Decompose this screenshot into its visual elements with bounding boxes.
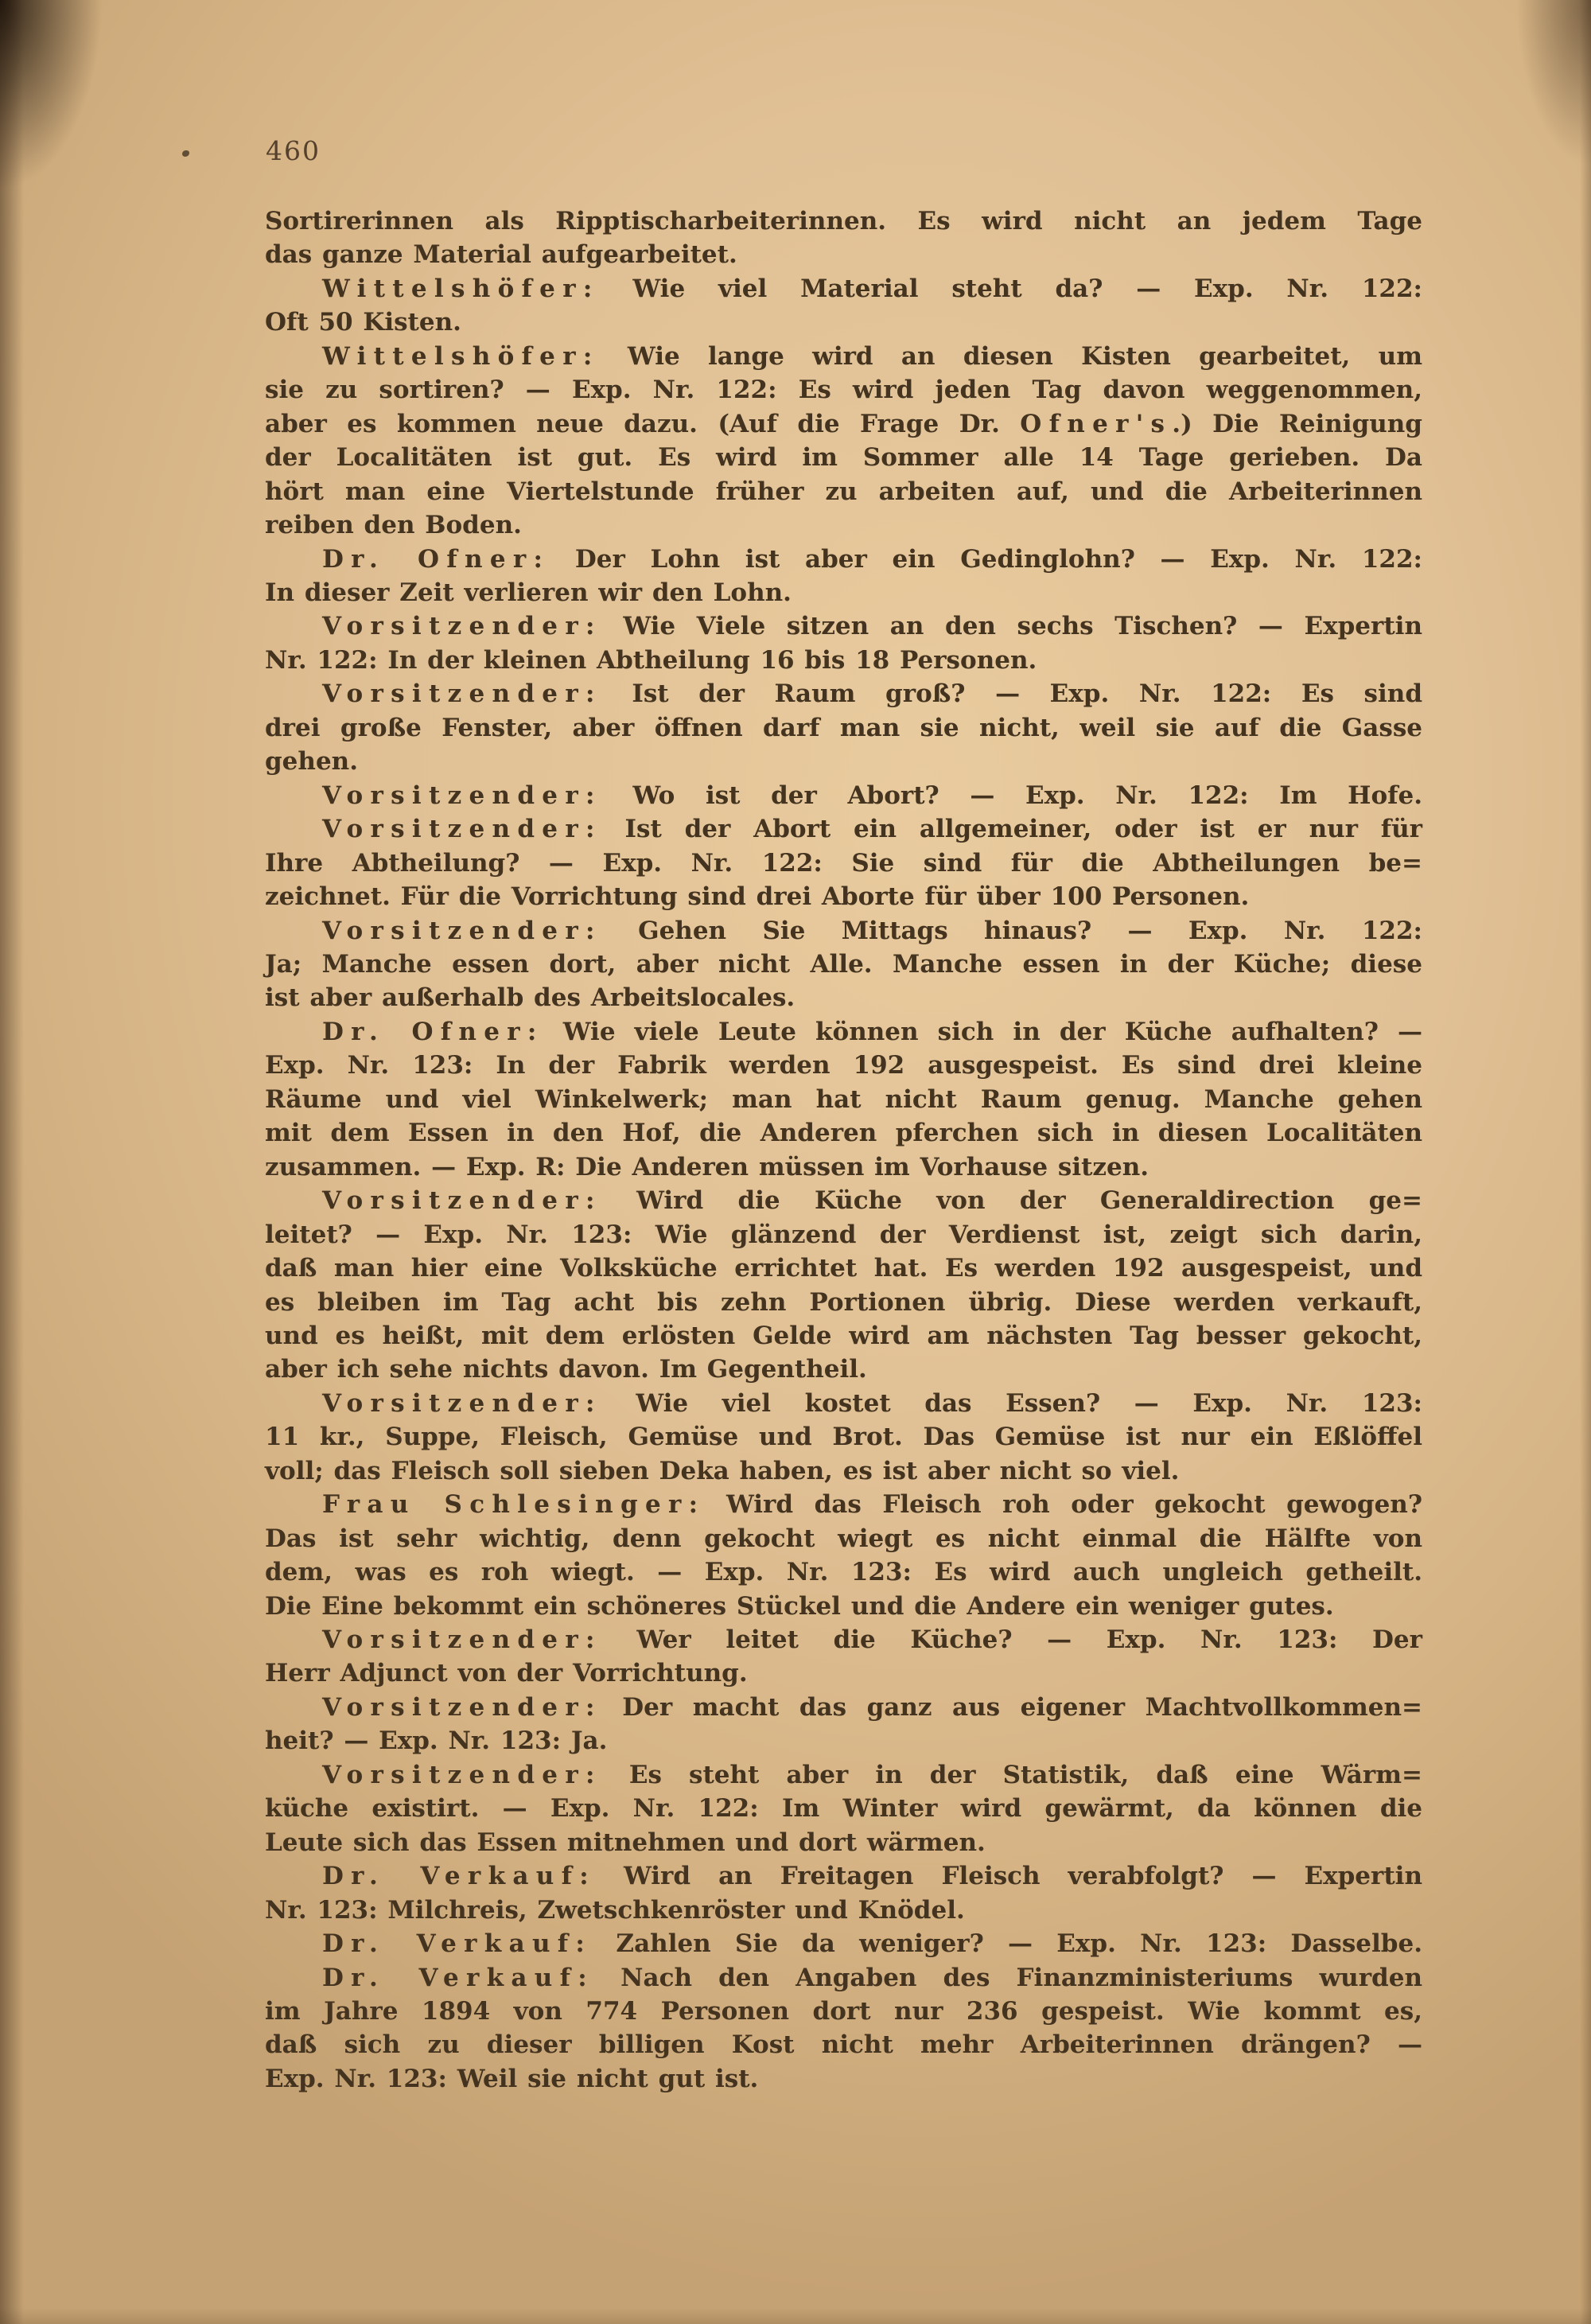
text-line <box>265 1522 1422 1555</box>
text-line <box>265 1961 1422 1995</box>
text-line <box>265 1859 1422 1893</box>
text-line <box>265 407 1422 441</box>
text-segment: Wie Viele sitzen an den sechs Tischen? — Expertin <box>601 612 1422 641</box>
text-line <box>265 779 1422 812</box>
text-line <box>265 644 1422 677</box>
text-segment: Herr Adjunct von der Vorrichtung. <box>265 1659 748 1688</box>
text-segment: zusammen. — Exp. R: Die Anderen müssen im Vorhause sitzen. <box>265 1152 1149 1181</box>
text-segment: Ja; Manche essen dort, aber nicht Alle. Manche essen in der Küche; diese <box>265 949 1422 979</box>
scan-edge-bottom <box>0 2308 1591 2324</box>
text-segment: voll; das Fleisch soll sieben Deka haben, es ist aber nicht so viel. <box>265 1456 1180 1485</box>
text-segment: drei große Fenster, aber öffnen darf man sie nicht, weil sie auf die Gasse <box>265 713 1422 742</box>
text-line <box>265 1826 1422 1859</box>
text-segment: Wie viel kostet das Essen? — Exp. Nr. 123: <box>601 1388 1422 1418</box>
text-segment: im Jahre 1894 von 774 Personen dort nur 236 gespeist. Wie kommt es, <box>265 1997 1422 2026</box>
text-segment: Wie viele Leute können sich in der Küche aufhalten? — <box>543 1017 1422 1046</box>
text-line <box>265 1387 1422 1420</box>
text-segment: Ist der Raum groß? — Exp. Nr. 122: Es sind <box>601 679 1422 709</box>
text-segment: Es steht aber in der Statistik, daß eine Wärm= <box>601 1760 1422 1789</box>
text-line <box>265 711 1422 745</box>
text-segment: Nach den Angaben des Finanzministeriums wurden <box>594 1963 1422 1992</box>
text-line <box>265 1083 1422 1116</box>
text-line <box>265 1420 1422 1454</box>
text-line <box>265 1995 1422 2028</box>
text-segment: Leute sich das Essen mitnehmen und dort wärmen. <box>265 1828 986 1857</box>
text-line <box>265 1894 1422 1927</box>
text-line <box>265 1252 1422 1285</box>
speaker-name: Vorsitzender: <box>322 1186 602 1216</box>
text-segment: dem, was es roh wiegt. — Exp. Nr. 123: Es wird auch ungleich getheilt. <box>265 1558 1422 1587</box>
text-line <box>265 880 1422 913</box>
text-segment: Wird das Fleisch roh oder gekocht gewogen? <box>705 1490 1422 1520</box>
text-segment: der Localitäten ist gut. Es wird im Sommer alle 14 Tage gerieben. Da <box>265 443 1422 473</box>
text-line <box>265 2062 1422 2096</box>
text-line <box>265 2028 1422 2061</box>
text-segment: zeichnet. Für die Vorrichtung sind drei Aborte für über 100 Personen. <box>265 882 1250 912</box>
text-segment: Exp. Nr. 123: In der Fabrik werden 192 ausgespeist. Es sind drei kleine <box>265 1051 1422 1080</box>
text-segment: Wo ist der Abort? — Exp. Nr. 122: Im Hofe. <box>601 781 1422 810</box>
text-line <box>265 1927 1422 1960</box>
scan-edge-left <box>0 0 24 2324</box>
text-segment: aber ich sehe nichts davon. Im Gegentheil. <box>265 1355 867 1384</box>
text-segment: .) Die Reinigung <box>1172 409 1422 438</box>
text-block <box>265 204 1422 2096</box>
text-line <box>265 1218 1422 1252</box>
scan-edge-right <box>1580 0 1591 2324</box>
speaker-name: Dr. Verkauf: <box>322 1963 595 1992</box>
text-line <box>265 981 1422 1014</box>
text-line <box>265 1656 1422 1690</box>
text-line <box>265 543 1422 576</box>
text-line <box>265 1454 1422 1488</box>
text-segment: aber es kommen neue dazu. (Auf die Frage Dr. <box>265 409 1021 438</box>
text-line <box>265 475 1422 508</box>
speaker-name: Wittelshöfer: <box>322 341 600 371</box>
text-segment: Exp. Nr. 123: Weil sie nicht gut ist. <box>265 2064 759 2093</box>
text-line <box>265 1623 1422 1656</box>
text-segment: Räume und viel Winkelwerk; man hat nicht Raum genug. Manche gehen <box>265 1084 1422 1114</box>
text-segment: Zahlen Sie da weniger? — Exp. Nr. 123: Dasselbe. <box>592 1929 1422 1959</box>
text-segment: Sortirerinnen als Ripptischarbeiterinnen. Es wird nicht an jedem Tage <box>265 207 1422 236</box>
text-line <box>265 1590 1422 1623</box>
text-segment: das ganze Material aufgearbeitet. <box>265 240 737 270</box>
text-line <box>265 1555 1422 1589</box>
speaker-name: Vorsitzender: <box>322 916 602 945</box>
speaker-name: Ofner's <box>1020 409 1173 438</box>
text-line <box>265 1150 1422 1184</box>
text-line <box>265 847 1422 880</box>
text-line <box>265 948 1422 981</box>
scan-corner-top-left <box>0 0 103 191</box>
scan-corner-top-right <box>1515 0 1591 167</box>
speaker-name: Frau Schlesinger: <box>322 1490 706 1520</box>
speaker-name: Vorsitzender: <box>322 781 602 810</box>
text-segment: Oft 50 Kisten. <box>265 308 461 337</box>
text-line <box>265 1353 1422 1386</box>
text-segment: 11 kr., Suppe, Fleisch, Gemüse und Brot. Das Gemüse ist nur ein Eßlöffel <box>265 1423 1422 1452</box>
text-segment: es bleiben im Tag acht bis zehn Portionen übrig. Diese werden verkauft, <box>265 1287 1422 1317</box>
text-segment: reiben den Boden. <box>265 511 522 540</box>
text-line <box>265 1724 1422 1758</box>
text-segment: mit dem Essen in den Hof, die Anderen pferchen sich in diesen Localitäten <box>265 1119 1422 1148</box>
speaker-name: Dr. Verkauf: <box>322 1862 596 1891</box>
text-line <box>265 1758 1422 1792</box>
text-line <box>265 812 1422 846</box>
text-line <box>265 272 1422 306</box>
text-segment: daß man hier eine Volksküche errichtet hat. Es werden 192 ausgespeist, und <box>265 1254 1422 1283</box>
text-line <box>265 1184 1422 1217</box>
text-segment: Wie lange wird an diesen Kisten gearbeitet, um <box>599 341 1422 371</box>
speaker-name: Vorsitzender: <box>322 1760 602 1789</box>
text-line <box>265 1319 1422 1353</box>
text-line <box>265 340 1422 373</box>
text-segment: sie zu sortiren? — Exp. Nr. 122: Es wird jeden Tag davon weggenommen, <box>265 376 1422 405</box>
text-line <box>265 1691 1422 1724</box>
speaker-name: Vorsitzender: <box>322 1388 602 1418</box>
text-segment: Die Eine bekommt ein schöneres Stückel und die Andere ein weniger gutes. <box>265 1591 1334 1621</box>
text-segment: daß sich zu dieser billigen Kost nicht mehr Arbeiterinnen drängen? — <box>265 2030 1422 2060</box>
speaker-name: Vorsitzender: <box>322 1692 602 1722</box>
text-line <box>265 1015 1422 1049</box>
text-segment: und es heißt, mit dem erlösten Gelde wird am nächsten Tag besser gekocht, <box>265 1321 1422 1350</box>
speaker-name: Wittelshöfer: <box>322 274 600 303</box>
text-segment: Das ist sehr wichtig, denn gekocht wiegt es nicht einmal die Hälfte von <box>265 1524 1422 1553</box>
text-segment: küche existirt. — Exp. Nr. 122: Im Winter wird gewärmt, da können die <box>265 1794 1422 1824</box>
text-line <box>265 1049 1422 1082</box>
text-line <box>265 508 1422 542</box>
text-line <box>265 238 1422 271</box>
text-line <box>265 677 1422 710</box>
text-segment: In dieser Zeit verlieren wir den Lohn. <box>265 578 792 607</box>
text-segment: Ist der Abort ein allgemeiner, oder ist er nur für <box>601 815 1422 844</box>
text-segment: Wer leitet die Küche? — Exp. Nr. 123: Der <box>601 1625 1422 1655</box>
text-segment: Wie viel Material steht da? — Exp. Nr. 122: <box>599 274 1422 303</box>
text-segment: Wird die Küche von der Generaldirection ge= <box>601 1186 1422 1216</box>
text-segment: heit? — Exp. Nr. 123: Ja. <box>265 1726 608 1756</box>
text-segment: Ihre Abtheilung? — Exp. Nr. 122: Sie sind für die Abtheilungen be= <box>265 848 1422 878</box>
speaker-name: Dr. Verkauf: <box>322 1929 593 1959</box>
text-segment: leitet? — Exp. Nr. 123: Wie glänzend der Verdienst ist, zeigt sich darin, <box>265 1220 1422 1249</box>
speaker-name: Vorsitzender: <box>322 612 602 641</box>
speaker-name: Vorsitzender: <box>322 1625 602 1655</box>
text-line <box>265 204 1422 238</box>
text-line <box>265 1792 1422 1825</box>
text-segment: hört man eine Viertelstunde früher zu arbeiten auf, und die Arbeiterinnen <box>265 477 1422 506</box>
text-line <box>265 1286 1422 1319</box>
text-segment: Nr. 122: In der kleinen Abtheilung 16 bis 18 Personen. <box>265 645 1037 675</box>
text-segment: Der Lohn ist aber ein Gedinglohn? — Exp. Nr. 122: <box>550 544 1422 574</box>
text-line <box>265 576 1422 609</box>
text-segment: Der macht das ganz aus eigener Machtvollkommen= <box>601 1692 1422 1722</box>
text-segment: gehen. <box>265 747 358 777</box>
text-segment: Wird an Freitagen Fleisch verabfolgt? — Expertin <box>595 1862 1422 1891</box>
text-line <box>265 1116 1422 1150</box>
speaker-name: Vorsitzender: <box>322 679 602 709</box>
text-line <box>265 609 1422 643</box>
page-number: 460 <box>266 135 321 166</box>
text-line <box>265 306 1422 339</box>
text-line <box>265 1488 1422 1521</box>
text-line <box>265 914 1422 948</box>
speaker-name: Dr. Ofner: <box>322 544 550 574</box>
text-segment: Gehen Sie Mittags hinaus? — Exp. Nr. 122: <box>601 916 1422 945</box>
speaker-name: Dr. Ofner: <box>322 1017 544 1046</box>
ink-speck <box>182 150 189 157</box>
text-line <box>265 441 1422 474</box>
text-line <box>265 745 1422 778</box>
text-line <box>265 373 1422 407</box>
text-segment: ist aber außerhalb des Arbeitslocales. <box>265 983 796 1013</box>
text-segment: Nr. 123: Milchreis, Zwetschkenröster und Knödel. <box>265 1895 965 1925</box>
speaker-name: Vorsitzender: <box>322 815 602 844</box>
